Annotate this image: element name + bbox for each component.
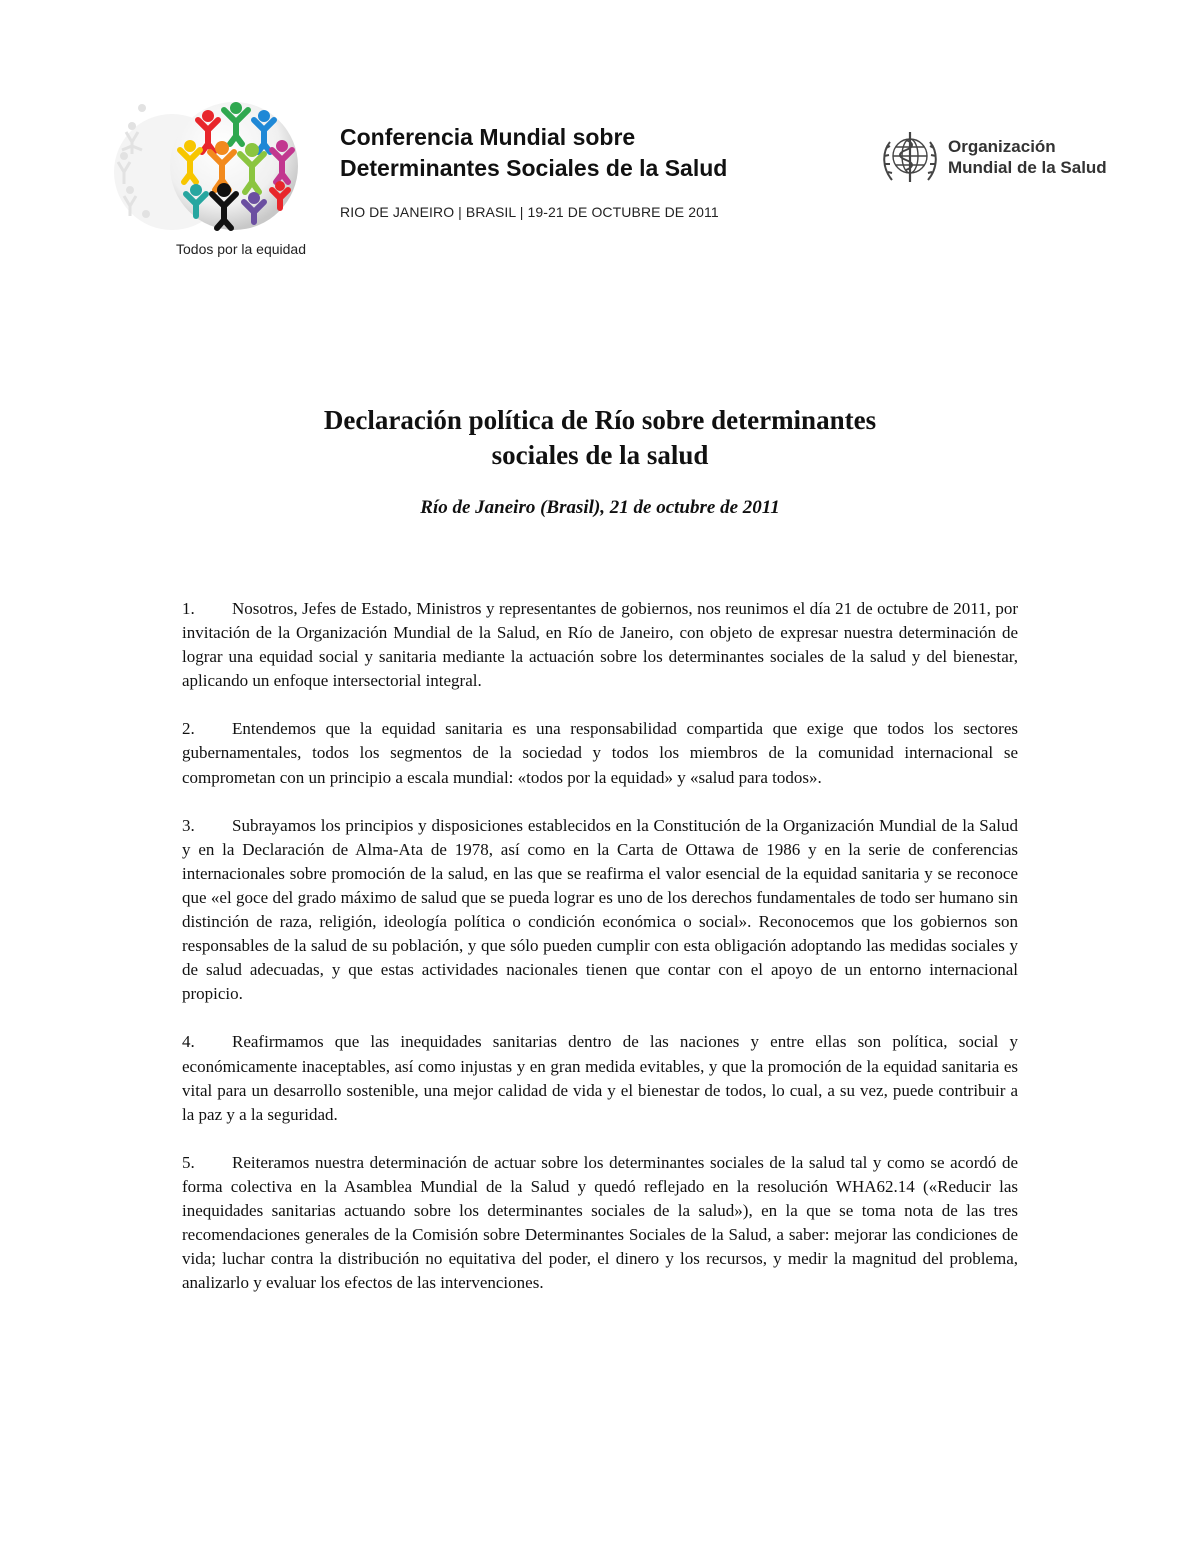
who-organization-name <box>948 136 1107 178</box>
conference-globe-logo <box>112 86 322 246</box>
paragraph-text: Reiteramos nuestra determinación de actuar sobre los determinantes sociales de la salud tal y como se acordó de forma colectiva en la Asamblea Mundial de la Salud y quedó reflejado en la resolución WHA62.14 («Reducir las inequidades sanitarias actuando sobre los determinantes sociales de la salud»), en la que se toma nota de las tres recomendaciones generales de la Comisión sobre Determinantes Sociales de la Salud, a saber: mejorar las condiciones de vida; luchar contra la distribución no equitativa del poder, el dinero y los recursos, y medir la magnitud del problema, analizarlo y evaluar los efectos de las intervenciones. <box>182 1152 1018 1293</box>
paragraph-number: 1. <box>182 599 195 618</box>
conference-title-line-2: Determinantes Sociales de la Salud <box>340 155 728 181</box>
paragraph-2 <box>182 717 1018 789</box>
paragraph-5 <box>182 1151 1018 1296</box>
document-title-line-1: Declaración política de Río sobre determinantes <box>323 405 877 435</box>
conference-tagline: Todos por la equidad <box>176 241 306 257</box>
paragraph-3 <box>182 814 1018 1007</box>
conference-location-dates: RIO DE JANEIRO | BRASIL | 19-21 DE OCTUBRE DE 2011 <box>340 204 719 220</box>
paragraph-number: 3. <box>182 815 195 835</box>
document-title <box>200 403 1000 473</box>
who-name-line-1: Organización <box>948 137 1056 156</box>
declaration-body <box>182 597 1018 1319</box>
paragraph-number: 4. <box>182 1032 195 1052</box>
document-place-date: Río de Janeiro (Brasil), 21 de octubre de 2011 <box>420 497 780 518</box>
conference-title-line-1: Conferencia Mundial sobre <box>340 124 636 150</box>
conference-title <box>340 122 727 184</box>
who-name-line-2: Mundial de la Salud <box>948 158 1107 177</box>
paragraph-4 <box>182 1030 1018 1126</box>
paragraph-text: Nosotros, Jefes de Estado, Ministros y representantes de gobiernos, nos reunimos el día 21 de octubre de 2011, por invitación de la Organización Mundial de la Salud, en Río de Janeiro, con objeto de expresar nuestra determinación de lograr una equidad social y sanitaria mediante la actuación sobre los determinantes sociales de la salud y del bienestar, aplicando un enfoque intersectorial integral. <box>182 599 1018 691</box>
document-title-line-2: sociales de la salud <box>491 440 709 470</box>
paragraph-number: 2. <box>182 719 195 739</box>
paragraph-number: 5. <box>182 1152 195 1172</box>
paragraph-text: Entendemos que la equidad sanitaria es una responsabilidad compartida que exige que todos los sectores gubernamentales, todos los segmentos de la sociedad y todos los miembros de la comunidad internacional se comprometan con un principio a escala mundial: «todos por la equidad» y «salud para todos». <box>182 719 1018 787</box>
paragraph-text: Subrayamos los principios y disposiciones establecidos en la Constitución de la Organización Mundial de la Salud y en la Declaración de Alma-Ata de 1978, así como en la Carta de Ottawa de 1986 y en la serie de conferencias internacionales sobre promoción de la salud, en las que se reafirma el valor esencial de la equidad sanitaria y se reconoce que «el goce del grado máximo de salud que se pueda lograr es uno de los derechos fundamentales de todo ser humano sin distinción de raza, religión, ideología política o condición económica o social». Reconocemos que los gobiernos son responsables de la salud de su población, y que sólo pueden cumplir con esta obligación adoptando las medidas sociales y de salud adecuadas, y que estas actividades nacionales tienen que contar con el apoyo de un entorno internacional propicio. <box>182 815 1018 1004</box>
who-emblem-icon <box>876 126 944 190</box>
paragraph-1 <box>182 597 1018 693</box>
paragraph-text: Reafirmamos que las inequidades sanitarias dentro de las naciones y entre ellas son política, social y económicamente inaceptables, así como injustas y en gran medida evitables, y que la promoción de la equidad sanitaria es vital para un desarrollo sostenible, una mejor calidad de vida y el bienestar de todos, lo cual, a su vez, puede contribuir a la paz y a la seguridad. <box>182 1032 1018 1124</box>
